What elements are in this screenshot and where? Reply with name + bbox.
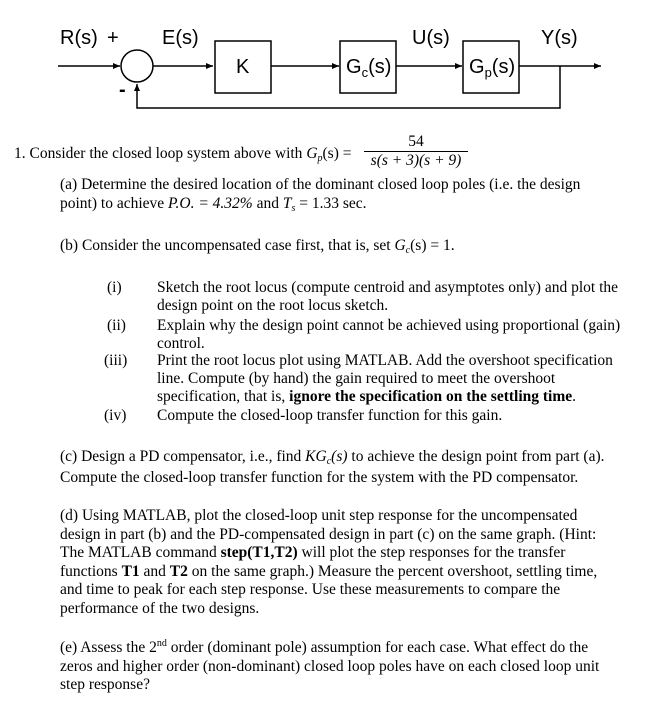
part-a-line2: point) to achieve P.O. = 4.32% and $T_s = 1.33$ sec.: [60, 195, 367, 214]
part-b-text: (b) Consider the uncompensated case first, that is, set $G_c(s) = 1$.: [60, 237, 455, 256]
item-iv-number: (iv): [104, 407, 127, 424]
part-c-line1: (c) Design a PD compensator, i.e., find $KG_c(s)$ to achieve the design point from part (a).: [60, 448, 605, 467]
item-i-text: Sketch the root locus (compute centroid and asymptotes only) and plot the design point on the root locus sketch.: [157, 279, 619, 314]
part-a-line1: (a) Determine the desired location of the dominant closed loop poles (i.e. the design: [60, 176, 581, 193]
item-iii-text: Print the root locus plot using MATLAB. Add the overshoot specification line. Compute (by hand) the gain required to meet the overshoot specification, that is, ignore the specification on the settling time.: [157, 352, 613, 405]
part-c-line2: Compute the closed-loop transfer function for the system with the PD compensator.: [60, 469, 579, 486]
item-iv-text: Compute the closed-loop transfer function for this gain.: [157, 407, 503, 424]
summing-junction: [121, 50, 153, 82]
item-ii-text: Explain why the design point cannot be achieved using proportional (gain) control.: [157, 317, 621, 352]
item-iii-number: (iii): [104, 352, 128, 369]
label-minus: -: [119, 79, 126, 101]
label-y: Y(s): [541, 27, 578, 49]
part-e-text: (e) Assess the 2nd order (dominant pole) assumption for each case. What effect do the zeros and higher order (non-dominant) closed loop poles have on each closed loop unit step response?: [60, 638, 600, 694]
label-r: R(s): [60, 27, 98, 49]
gp-fraction: [364, 134, 468, 169]
gp-block-label: $G_p(s)$: [469, 56, 516, 80]
gc-block-label: $G_c(s)$: [346, 56, 392, 80]
label-e: E(s): [162, 27, 199, 49]
gp-numerator: 54: [408, 133, 424, 150]
label-plus: +: [107, 27, 119, 49]
item-i-number: (i): [107, 279, 122, 296]
item-ii-number: (ii): [107, 317, 126, 334]
gp-denominator: s(s + 3)(s + 9): [370, 152, 462, 169]
q1-intro: 1. Consider the closed loop system above with $G_p(s)$ =: [14, 145, 352, 164]
part-d-text: (d) Using MATLAB, plot the closed-loop unit step response for the uncompensated design in part (b) and the PD-compensated design in part (c) on the same graph. (Hint: The MATLAB command step(T1,T2) will plot the step responses for the transfer functions T1 and T2 on the same graph.) Measure the percent overshoot, settling time, and time to peak for each step response. Use these measurements to compare the performance of the two designs.: [60, 507, 598, 617]
block-diagram: [0, 0, 672, 120]
k-block-label: K: [236, 56, 250, 78]
label-u: U(s): [412, 27, 450, 49]
